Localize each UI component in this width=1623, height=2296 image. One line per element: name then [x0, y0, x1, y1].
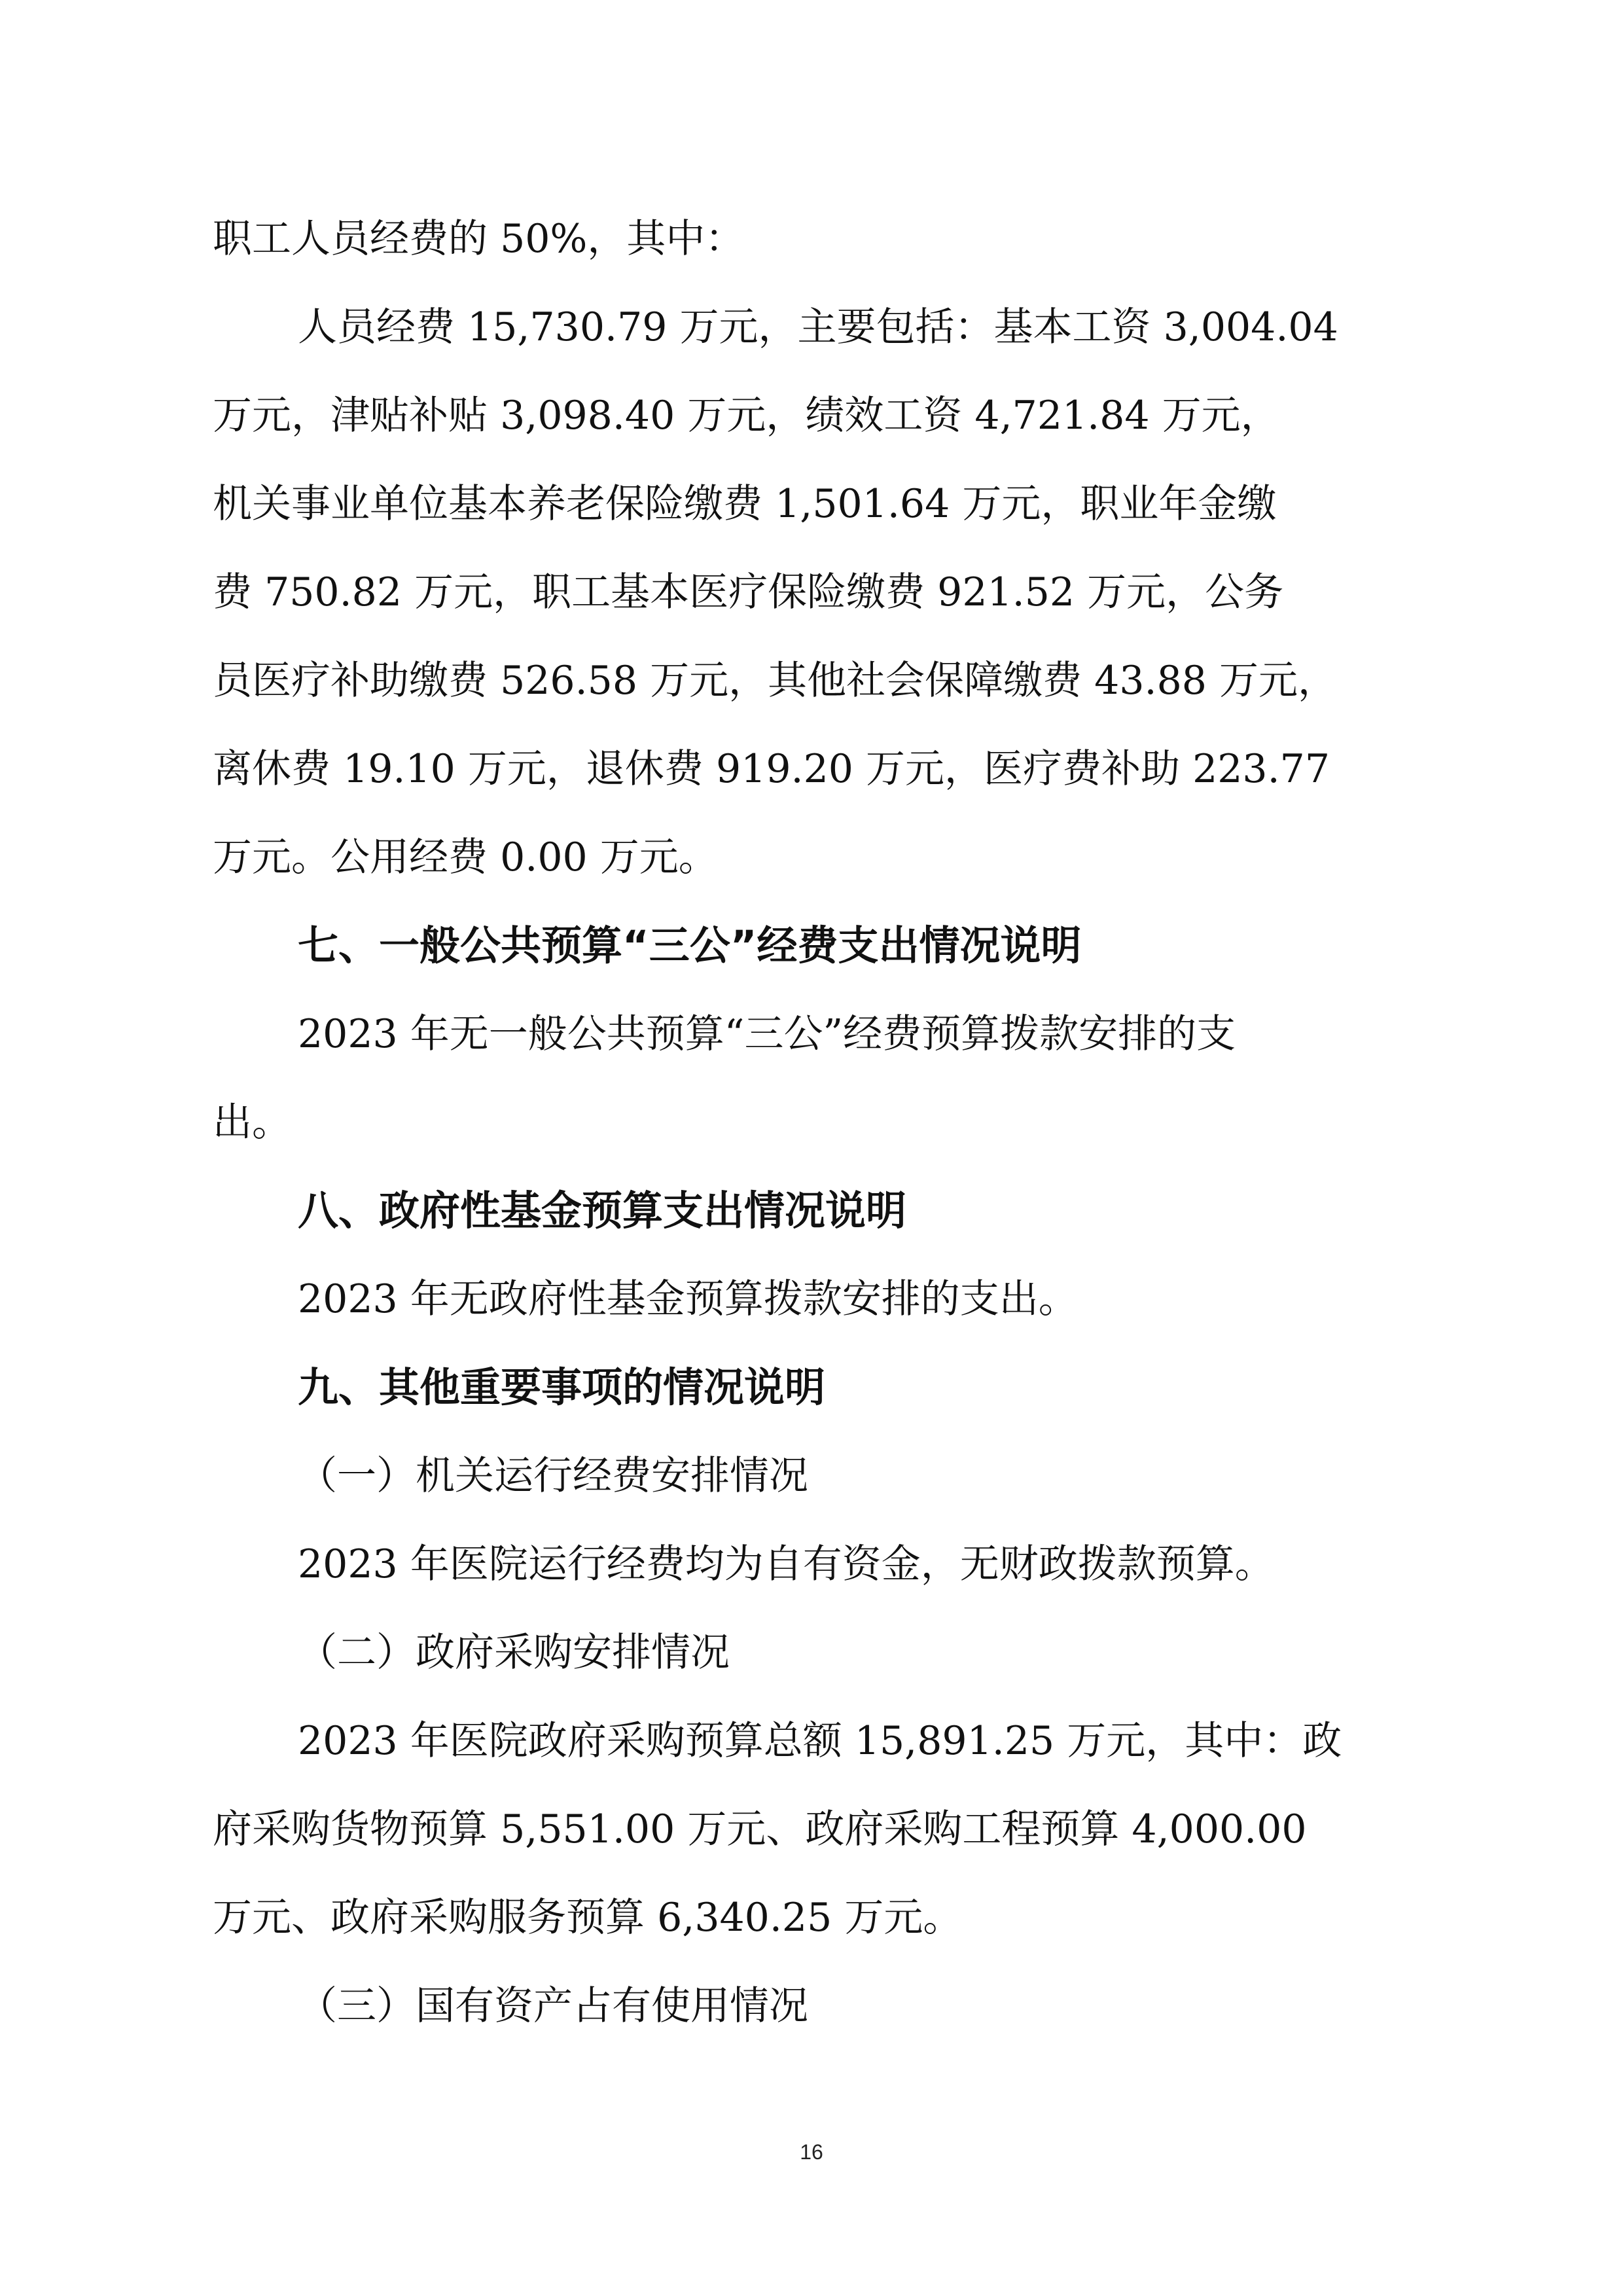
- body-text-line: 出。: [213, 1100, 291, 1145]
- body-text-line: 2023 年医院运行经费均为自有资金，无财政拨款预算。: [298, 1541, 1274, 1587]
- section-heading: 八、政府性基金预算支出情况说明: [298, 1187, 907, 1234]
- subsection-heading: （三）国有资产占有使用情况: [298, 1983, 808, 2029]
- body-text-line: 离休费 19.10 万元，退休费 919.20 万元，医疗费补助 223.77: [213, 746, 1330, 792]
- body-text-line: 府采购货物预算 5,551.00 万元、政府采购工程预算 4,000.00: [213, 1806, 1307, 1852]
- subsection-heading: （二）政府采购安排情况: [298, 1630, 730, 1676]
- body-text-line: 万元，津贴补贴 3,098.40 万元，绩效工资 4,721.84 万元，: [213, 393, 1280, 439]
- body-text-line: 2023 年无政府性基金预算拨款安排的支出。: [298, 1276, 1078, 1322]
- body-text-line: 人员经费 15,730.79 万元，主要包括：基本工资 3,004.04: [298, 304, 1338, 350]
- body-text-line: 万元。公用经费 0.00 万元。: [213, 834, 718, 880]
- subsection-heading: （一）机关运行经费安排情况: [298, 1453, 808, 1499]
- body-text-line: 万元、政府采购服务预算 6,340.25 万元。: [213, 1895, 963, 1941]
- body-text-line: 职工人员经费的 50%，其中：: [213, 216, 745, 262]
- body-text-line: 机关事业单位基本养老保险缴费 1,501.64 万元，职业年金缴: [213, 481, 1277, 527]
- body-text-line: 2023 年医院政府采购预算总额 15,891.25 万元，其中：政: [298, 1718, 1342, 1764]
- page-number: 16: [800, 2140, 823, 2164]
- body-text-line: 员医疗补助缴费 526.58 万元，其他社会保障缴费 43.88 万元，: [213, 658, 1337, 704]
- section-heading: 九、其他重要事项的情况说明: [298, 1363, 826, 1411]
- section-heading: 七、一般公共预算“三公”经费支出情况说明: [298, 922, 1082, 969]
- body-text-line: 2023 年无一般公共预算“三公”经费预算拨款安排的支: [298, 1011, 1236, 1057]
- body-text-line: 费 750.82 万元，职工基本医疗保险缴费 921.52 万元，公务: [213, 569, 1284, 615]
